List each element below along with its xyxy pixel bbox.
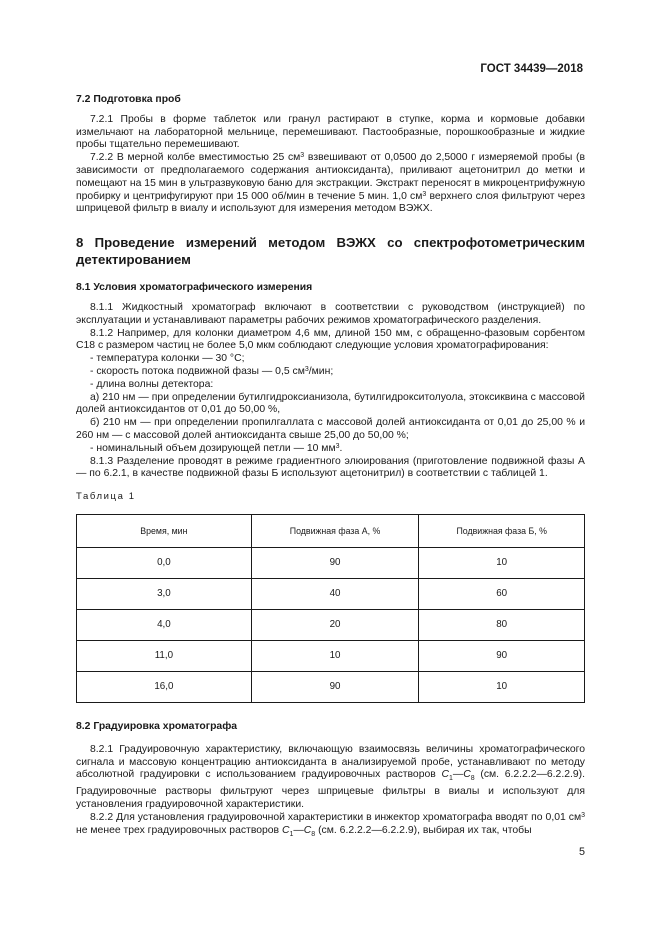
table-cell: 90	[251, 671, 419, 702]
page-content	[76, 94, 585, 841]
table-cell: 11,0	[77, 640, 252, 671]
table-cell: 60	[419, 578, 585, 609]
table-row	[77, 640, 585, 671]
list-item: а) 210 нм — при определении бутилгидроксианизола, бутилгидрокситолуола, этоксиквина с массовой долей антиоксидантов от 0,01 до 50,00 %,	[76, 391, 585, 416]
table-cell: 90	[419, 640, 585, 671]
paragraph-8-2-1: 8.2.1 Градуировочную характеристику, включающую взаимосвязь величины хроматографического сигнала и массовую концентрацию антиоксиданта в анализируемой пробе, устанавливают по методу абсолютной градуировки с использованием градуировочных растворов $C_1—C_8$ (см. 6.2.2.2—6.2.2.9). Градуировочные растворы фильтруют через шприцевые фильтры в виалы и используют для установления градуировочной характеристики.	[76, 743, 585, 810]
table-caption: Таблица 1	[76, 491, 136, 503]
paragraph-8-2-2: 8.2.2 Для установления градуировочной характеристики в инжектор хроматографа вводят по 0,01 $см^3$ не менее трех градуировочных растворов $C_1—C_8$ (см. 6.2.2.2—6.2.2.9), выбирая их так, чтобы	[76, 811, 585, 838]
table-cell: 3,0	[77, 578, 252, 609]
table-cell: 16,0	[77, 671, 252, 702]
section-8-1-title: 8.1 Условия хроматографического измерения	[76, 282, 313, 294]
section-7-2-title: 7.2 Подготовка проб	[76, 94, 181, 105]
paragraph-7-2-1: 7.2.1 Пробы в форме таблеток или гранул растирают в ступке, корма и кормовые добавки измельчают на лабораторной мельнице, перемешивают. Пастообразные, порошкообразные и жидкие пробы тщательно перемешивают.	[76, 113, 585, 151]
table-header-cell: Подвижная фаза А, %	[251, 514, 419, 547]
table-cell: 10	[251, 640, 419, 671]
gradient-table	[76, 514, 585, 703]
table-cell: 90	[251, 547, 419, 578]
list-item: - длина волны детектора:	[90, 378, 214, 390]
paragraph-8-1-2: 8.1.2 Например, для колонки диаметром 4,6 мм, длиной 150 мм, с обращенно-фазовым сорбентом С18 с размером частиц не более 5,0 мкм соблюдают следующие условия хроматографирования:	[76, 327, 585, 352]
table-cell: 0,0	[77, 547, 252, 578]
standard-code: ГОСТ 34439—2018	[480, 63, 583, 75]
table-cell: 80	[419, 609, 585, 640]
table-header-cell: Время, мин	[77, 514, 252, 547]
list-item: - температура колонки — 30 °С;	[90, 353, 245, 365]
section-8-2-title: 8.2 Градуировка хроматографа	[76, 720, 238, 732]
table-row	[77, 547, 585, 578]
list-item: б) 210 нм — при определении пропилгаллата с массовой долей антиоксиданта от 0,01 до 25,00 % и 260 нм — с массовой долей антиоксиданта свыше 25,00 до 50,00 %;	[76, 417, 585, 441]
paragraph-8-1-1: 8.1.1 Жидкостный хроматограф включают в соответствии с руководством (инструкцией) по эксплуатации и устанавливают параметры рабочих режимов хроматографического разделения.	[76, 301, 585, 326]
paragraph-8-1-3: 8.1.3 Разделение проводят в режиме градиентного элюирования (приготовление подвижной фазы А — по 6.2.1, в качестве подвижной фазы Б используют ацетонитрил) в соответствии с таблицей 1.	[76, 455, 585, 480]
section-8-title: 8 Проведение измерений методом ВЭЖХ со спектрофотометрическим детектированием	[76, 235, 585, 268]
table-row	[77, 578, 585, 609]
page-number: 5	[578, 846, 585, 858]
list-item: - номинальный объем дозирующей петли — 10 $мм^3$.	[90, 442, 343, 454]
table-row	[77, 671, 585, 702]
table-cell: 40	[251, 578, 419, 609]
table-row	[77, 609, 585, 640]
table-cell: 20	[251, 609, 419, 640]
table-cell: 10	[419, 547, 585, 578]
table-header-row	[77, 514, 585, 547]
list-item: - скорость потока подвижной фазы — 0,5 $см^3$/мин;	[90, 365, 334, 377]
table-cell: 4,0	[77, 609, 252, 640]
table-cell: 10	[419, 671, 585, 702]
paragraph-7-2-2: 7.2.2 В мерной колбе вместимостью 25 $см^3$ взвешивают от 0,0500 до 2,5000 г измеряемой пробы (в зависимости от предполагаемого содержания антиоксиданта), приливают ацетонитрил до метки и помещают на 15 мин в ультразвуковую баню для экстракции. Экстракт переносят в микроцентрифужную пробирку и центрифугируют при 15 000 об/мин в течение 5 мин. 1,0 $см^3$ верхнего слоя фильтруют через шприцевой фильтр в виалу и используют для измерения методом ВЭЖХ.	[76, 152, 585, 215]
table-header-cell: Подвижная фаза Б, %	[419, 514, 585, 547]
